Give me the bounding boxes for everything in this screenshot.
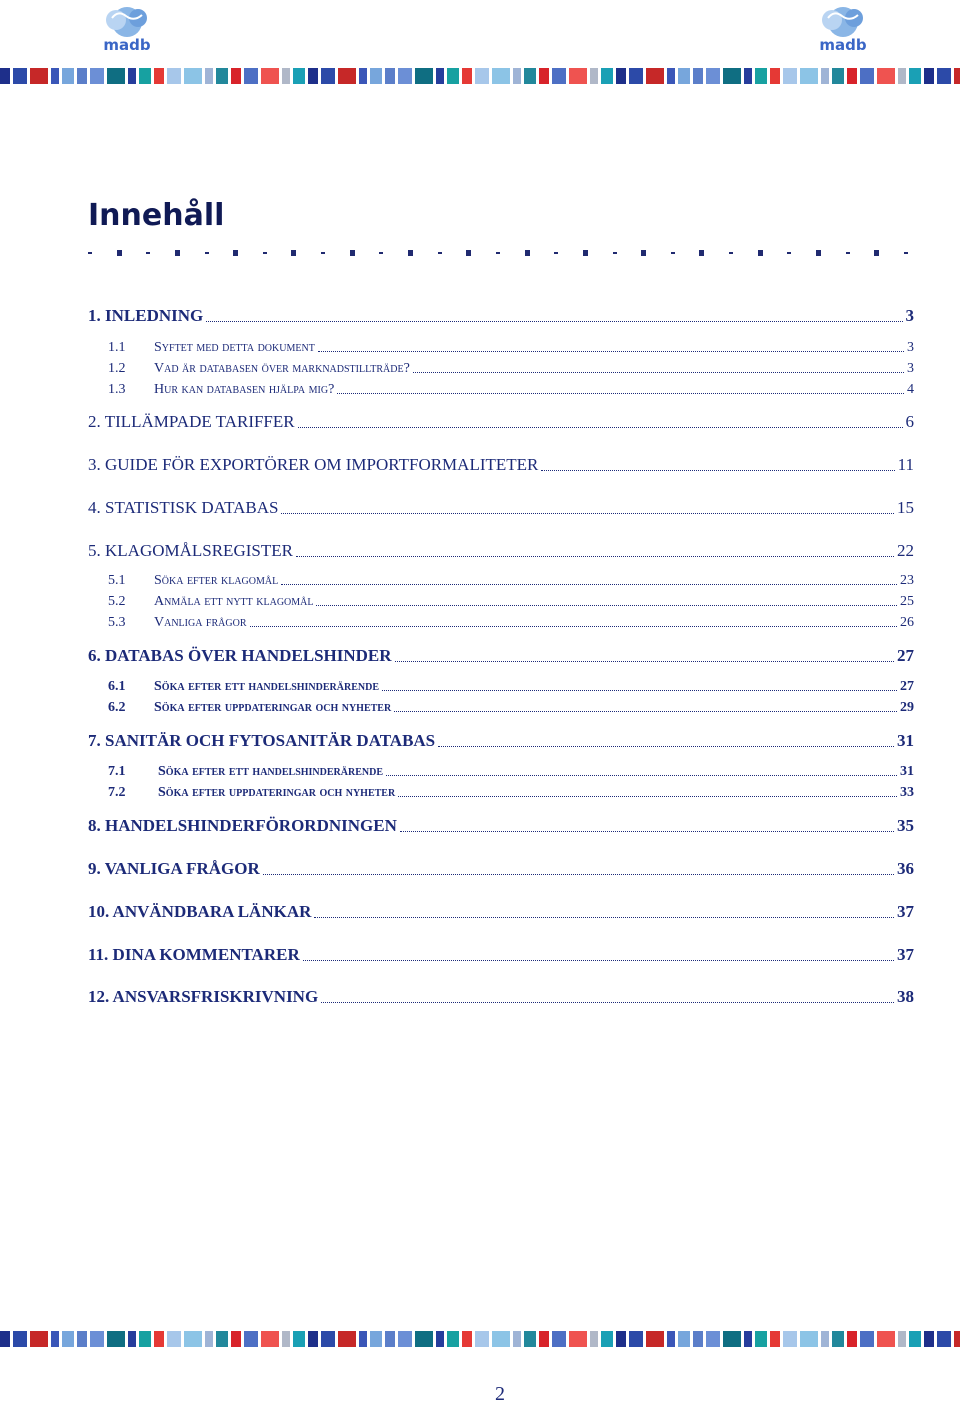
color-bar-segment <box>293 68 305 84</box>
color-bar-segment <box>770 68 780 84</box>
color-bar-segment <box>128 68 136 84</box>
color-bar-segment <box>616 68 626 84</box>
toc-page-number: 3 <box>905 306 914 325</box>
logo-text: madb <box>103 36 151 54</box>
color-bar-segment <box>154 1331 164 1347</box>
color-bar-segment <box>590 68 598 84</box>
color-bar-segment <box>51 1331 59 1347</box>
color-bar-segment <box>139 1331 151 1347</box>
color-bar-segment <box>205 1331 213 1347</box>
color-bar-segment <box>569 68 587 84</box>
color-bar-segment <box>847 68 857 84</box>
color-bar-segment <box>513 1331 521 1347</box>
toc-page-number: 23 <box>900 573 914 588</box>
color-bar-segment <box>462 1331 472 1347</box>
rule-dot <box>88 252 92 254</box>
color-bar-segment <box>590 1331 598 1347</box>
color-bar-segment <box>832 1331 844 1347</box>
toc-page-number: 35 <box>897 816 914 835</box>
rule-dot <box>758 250 763 256</box>
color-bar-segment <box>167 1331 181 1347</box>
color-bar-segment <box>832 68 844 84</box>
toc-entry-6[interactable]: 6. DATABAS ÖVER HANDELSHINDER 27 <box>88 646 914 665</box>
toc-entry-10[interactable]: 10. ANVÄNDBARA LÄNKAR 37 <box>88 902 914 921</box>
color-bar-segment <box>462 68 472 84</box>
color-bar-segment <box>90 68 104 84</box>
color-bar-segment <box>755 1331 767 1347</box>
color-bar-segment <box>877 68 895 84</box>
color-bar-segment <box>398 1331 412 1347</box>
color-bar-segment <box>770 1331 780 1347</box>
color-bar-segment <box>261 1331 279 1347</box>
toc-page-number: 37 <box>897 902 914 921</box>
color-bar-segment <box>954 1331 960 1347</box>
toc-entry-9[interactable]: 9. VANLIGA FRÅGOR 36 <box>88 859 914 878</box>
toc-page-number: 26 <box>900 615 914 630</box>
color-bar-segment <box>282 68 290 84</box>
rule-dot <box>496 252 500 254</box>
color-bar-segment <box>13 1331 27 1347</box>
color-bar-segment <box>321 68 335 84</box>
color-bar-segment <box>261 68 279 84</box>
color-bar-segment <box>524 68 536 84</box>
color-bar-segment <box>877 1331 895 1347</box>
color-bar-segment <box>415 68 433 84</box>
color-bar-segment <box>783 1331 797 1347</box>
footer-color-bar <box>0 1331 960 1347</box>
logo-text: madb <box>819 36 867 54</box>
color-bar-segment <box>447 1331 459 1347</box>
toc-entry-5-3[interactable]: 5.3 Vanliga frågor 26 <box>108 615 914 630</box>
color-bar-segment <box>954 68 960 84</box>
color-bar-segment <box>924 1331 934 1347</box>
color-bar-segment <box>475 1331 489 1347</box>
color-bar-segment <box>616 1331 626 1347</box>
color-bar-segment <box>359 68 367 84</box>
rule-dot <box>438 252 442 254</box>
color-bar-segment <box>898 68 906 84</box>
page-number: 2 <box>495 1383 505 1405</box>
rule-dot <box>117 250 122 256</box>
rule-dot <box>525 250 530 256</box>
color-bar-segment <box>77 1331 87 1347</box>
color-bar-segment <box>860 1331 874 1347</box>
color-bar-segment <box>0 68 10 84</box>
toc-entry-3[interactable]: 3. GUIDE FÖR EXPORTÖRER OM IMPORTFORMALITETER 11 <box>88 455 914 474</box>
color-bar-segment <box>513 68 521 84</box>
toc-page-number: 22 <box>897 541 914 560</box>
madb-logo <box>96 4 158 54</box>
color-bar-segment <box>821 68 829 84</box>
color-bar-segment <box>800 1331 818 1347</box>
rule-dot <box>816 250 821 256</box>
madb-logo <box>812 4 874 54</box>
toc-entry-7-1[interactable]: 7.1 Söka efter ett handelshinderärende 31 <box>108 764 914 779</box>
color-bar-segment <box>244 1331 258 1347</box>
color-bar-segment <box>800 68 818 84</box>
toc-title: Innehåll <box>88 198 225 233</box>
color-bar-segment <box>847 1331 857 1347</box>
toc-entry-6-2[interactable]: 6.2 Söka efter uppdateringar och nyheter 29 <box>108 700 914 715</box>
rule-dot <box>583 250 588 256</box>
toc-entry-7[interactable]: 7. SANITÄR OCH FYTOSANITÄR DATABAS 31 <box>88 731 914 750</box>
toc-page-number: 11 <box>897 455 914 474</box>
color-bar-segment <box>706 68 720 84</box>
color-bar-segment <box>184 68 202 84</box>
color-bar-segment <box>205 68 213 84</box>
color-bar-segment <box>755 68 767 84</box>
color-bar-segment <box>167 68 181 84</box>
color-bar-segment <box>552 68 566 84</box>
rule-dot <box>699 250 704 256</box>
toc-page-number: 4 <box>907 382 914 397</box>
color-bar-segment <box>13 68 27 84</box>
color-bar-segment <box>436 68 444 84</box>
rule-dot <box>175 250 180 256</box>
rule-dot <box>787 252 791 254</box>
color-bar-segment <box>293 1331 305 1347</box>
rule-dot <box>146 252 150 254</box>
toc-page-number: 38 <box>897 987 914 1006</box>
color-bar-segment <box>909 68 921 84</box>
rule-dot <box>671 252 675 254</box>
color-bar-segment <box>128 1331 136 1347</box>
toc-page-number: 3 <box>907 340 914 355</box>
rule-dot <box>263 252 267 254</box>
toc-page-number: 25 <box>900 594 914 609</box>
color-bar-segment <box>370 68 382 84</box>
toc-page-number: 33 <box>900 785 914 800</box>
toc-page-number: 31 <box>900 764 914 779</box>
color-bar-segment <box>937 1331 951 1347</box>
color-bar-segment <box>107 1331 125 1347</box>
rule-dot <box>291 250 296 256</box>
color-bar-segment <box>937 68 951 84</box>
rule-dot <box>350 250 355 256</box>
color-bar-segment <box>244 68 258 84</box>
color-bar-segment <box>539 68 549 84</box>
color-bar-segment <box>282 1331 290 1347</box>
color-bar-segment <box>51 68 59 84</box>
toc-page-number: 6 <box>905 412 914 431</box>
rule-dot <box>846 252 850 254</box>
color-bar-segment <box>154 68 164 84</box>
color-bar-segment <box>415 1331 433 1347</box>
color-bar-segment <box>30 1331 48 1347</box>
color-bar-segment <box>723 1331 741 1347</box>
color-bar-segment <box>601 68 613 84</box>
color-bar-segment <box>783 68 797 84</box>
color-bar-segment <box>475 68 489 84</box>
toc-page-number: 27 <box>900 679 914 694</box>
header-color-bar <box>0 68 960 84</box>
color-bar-segment <box>924 68 934 84</box>
color-bar-segment <box>706 1331 720 1347</box>
color-bar-segment <box>539 1331 549 1347</box>
toc-page-number: 31 <box>897 731 914 750</box>
color-bar-segment <box>693 1331 703 1347</box>
color-bar-segment <box>385 68 395 84</box>
color-bar-segment <box>107 68 125 84</box>
color-bar-segment <box>860 68 874 84</box>
toc-entry-8[interactable]: 8. HANDELSHINDERFÖRORDNINGEN 35 <box>88 816 914 835</box>
color-bar-segment <box>667 68 675 84</box>
rule-dot <box>233 250 238 256</box>
toc-entry-7-2[interactable]: 7.2 Söka efter uppdateringar och nyheter 33 <box>108 785 914 800</box>
color-bar-segment <box>898 1331 906 1347</box>
toc-page-number: 15 <box>897 498 914 517</box>
color-bar-segment <box>77 68 87 84</box>
rule-dot <box>641 250 646 256</box>
toc-entry-4[interactable]: 4. STATISTISK DATABAS 15 <box>88 498 914 517</box>
color-bar-segment <box>601 1331 613 1347</box>
toc-entry-11[interactable]: 11. DINA KOMMENTARER 37 <box>88 945 914 964</box>
toc-page-number: 3 <box>907 361 914 376</box>
toc-entry-5[interactable]: 5. KLAGOMÅLSREGISTER 22 <box>88 541 914 560</box>
color-bar-segment <box>385 1331 395 1347</box>
color-bar-segment <box>30 68 48 84</box>
color-bar-segment <box>308 68 318 84</box>
color-bar-segment <box>216 68 228 84</box>
color-bar-segment <box>90 1331 104 1347</box>
color-bar-segment <box>723 68 741 84</box>
color-bar-segment <box>216 1331 228 1347</box>
toc-page-number: 37 <box>897 945 914 964</box>
color-bar-segment <box>744 68 752 84</box>
color-bar-segment <box>338 1331 356 1347</box>
rule-dot <box>379 252 383 254</box>
rule-dot <box>904 252 908 254</box>
color-bar-segment <box>62 1331 74 1347</box>
toc-entry-1[interactable]: 1. INLEDNING 3 <box>88 306 914 325</box>
color-bar-segment <box>629 1331 643 1347</box>
toc-entry-2[interactable]: 2. TILLÄMPADE TARIFFER 6 <box>88 412 914 431</box>
color-bar-segment <box>184 1331 202 1347</box>
rule-dot <box>874 250 879 256</box>
rule-dot <box>321 252 325 254</box>
title-dotted-rule <box>88 248 908 258</box>
rule-dot <box>613 252 617 254</box>
color-bar-segment <box>338 68 356 84</box>
toc-entry-1-2[interactable]: 1.2 Vad är databasen över marknadstillträde? 3 <box>108 361 914 376</box>
color-bar-segment <box>646 68 664 84</box>
color-bar-segment <box>398 68 412 84</box>
toc-entry-12[interactable]: 12. ANSVARSFRISKRIVNING 38 <box>88 987 914 1006</box>
color-bar-segment <box>744 1331 752 1347</box>
color-bar-segment <box>667 1331 675 1347</box>
toc-entry-1-1[interactable]: 1.1 Syftet med detta dokument 3 <box>108 340 914 355</box>
color-bar-segment <box>492 1331 510 1347</box>
rule-dot <box>554 252 558 254</box>
color-bar-segment <box>569 1331 587 1347</box>
color-bar-segment <box>436 1331 444 1347</box>
color-bar-segment <box>62 68 74 84</box>
color-bar-segment <box>678 68 690 84</box>
color-bar-segment <box>447 68 459 84</box>
toc-page-number: 27 <box>897 646 914 665</box>
color-bar-segment <box>629 68 643 84</box>
color-bar-segment <box>646 1331 664 1347</box>
rule-dot <box>466 250 471 256</box>
color-bar-segment <box>693 68 703 84</box>
rule-dot <box>408 250 413 256</box>
color-bar-segment <box>370 1331 382 1347</box>
color-bar-segment <box>359 1331 367 1347</box>
color-bar-segment <box>552 1331 566 1347</box>
toc-entry-5-1[interactable]: 5.1 Söka efter klagomål 23 <box>108 573 914 588</box>
color-bar-segment <box>321 1331 335 1347</box>
color-bar-segment <box>231 68 241 84</box>
toc-entry-6-1[interactable]: 6.1 Söka efter ett handelshinderärende 27 <box>108 679 914 694</box>
rule-dot <box>205 252 209 254</box>
toc-page-number: 29 <box>900 700 914 715</box>
toc-page-number: 36 <box>897 859 914 878</box>
color-bar-segment <box>308 1331 318 1347</box>
toc-entry-5-2[interactable]: 5.2 Anmäla ett nytt klagomål 25 <box>108 594 914 609</box>
toc-entry-1-3[interactable]: 1.3 Hur kan databasen hjälpa mig? 4 <box>108 382 914 397</box>
color-bar-segment <box>0 1331 10 1347</box>
rule-dot <box>729 252 733 254</box>
color-bar-segment <box>231 1331 241 1347</box>
color-bar-segment <box>678 1331 690 1347</box>
color-bar-segment <box>821 1331 829 1347</box>
color-bar-segment <box>139 68 151 84</box>
color-bar-segment <box>909 1331 921 1347</box>
color-bar-segment <box>492 68 510 84</box>
color-bar-segment <box>524 1331 536 1347</box>
